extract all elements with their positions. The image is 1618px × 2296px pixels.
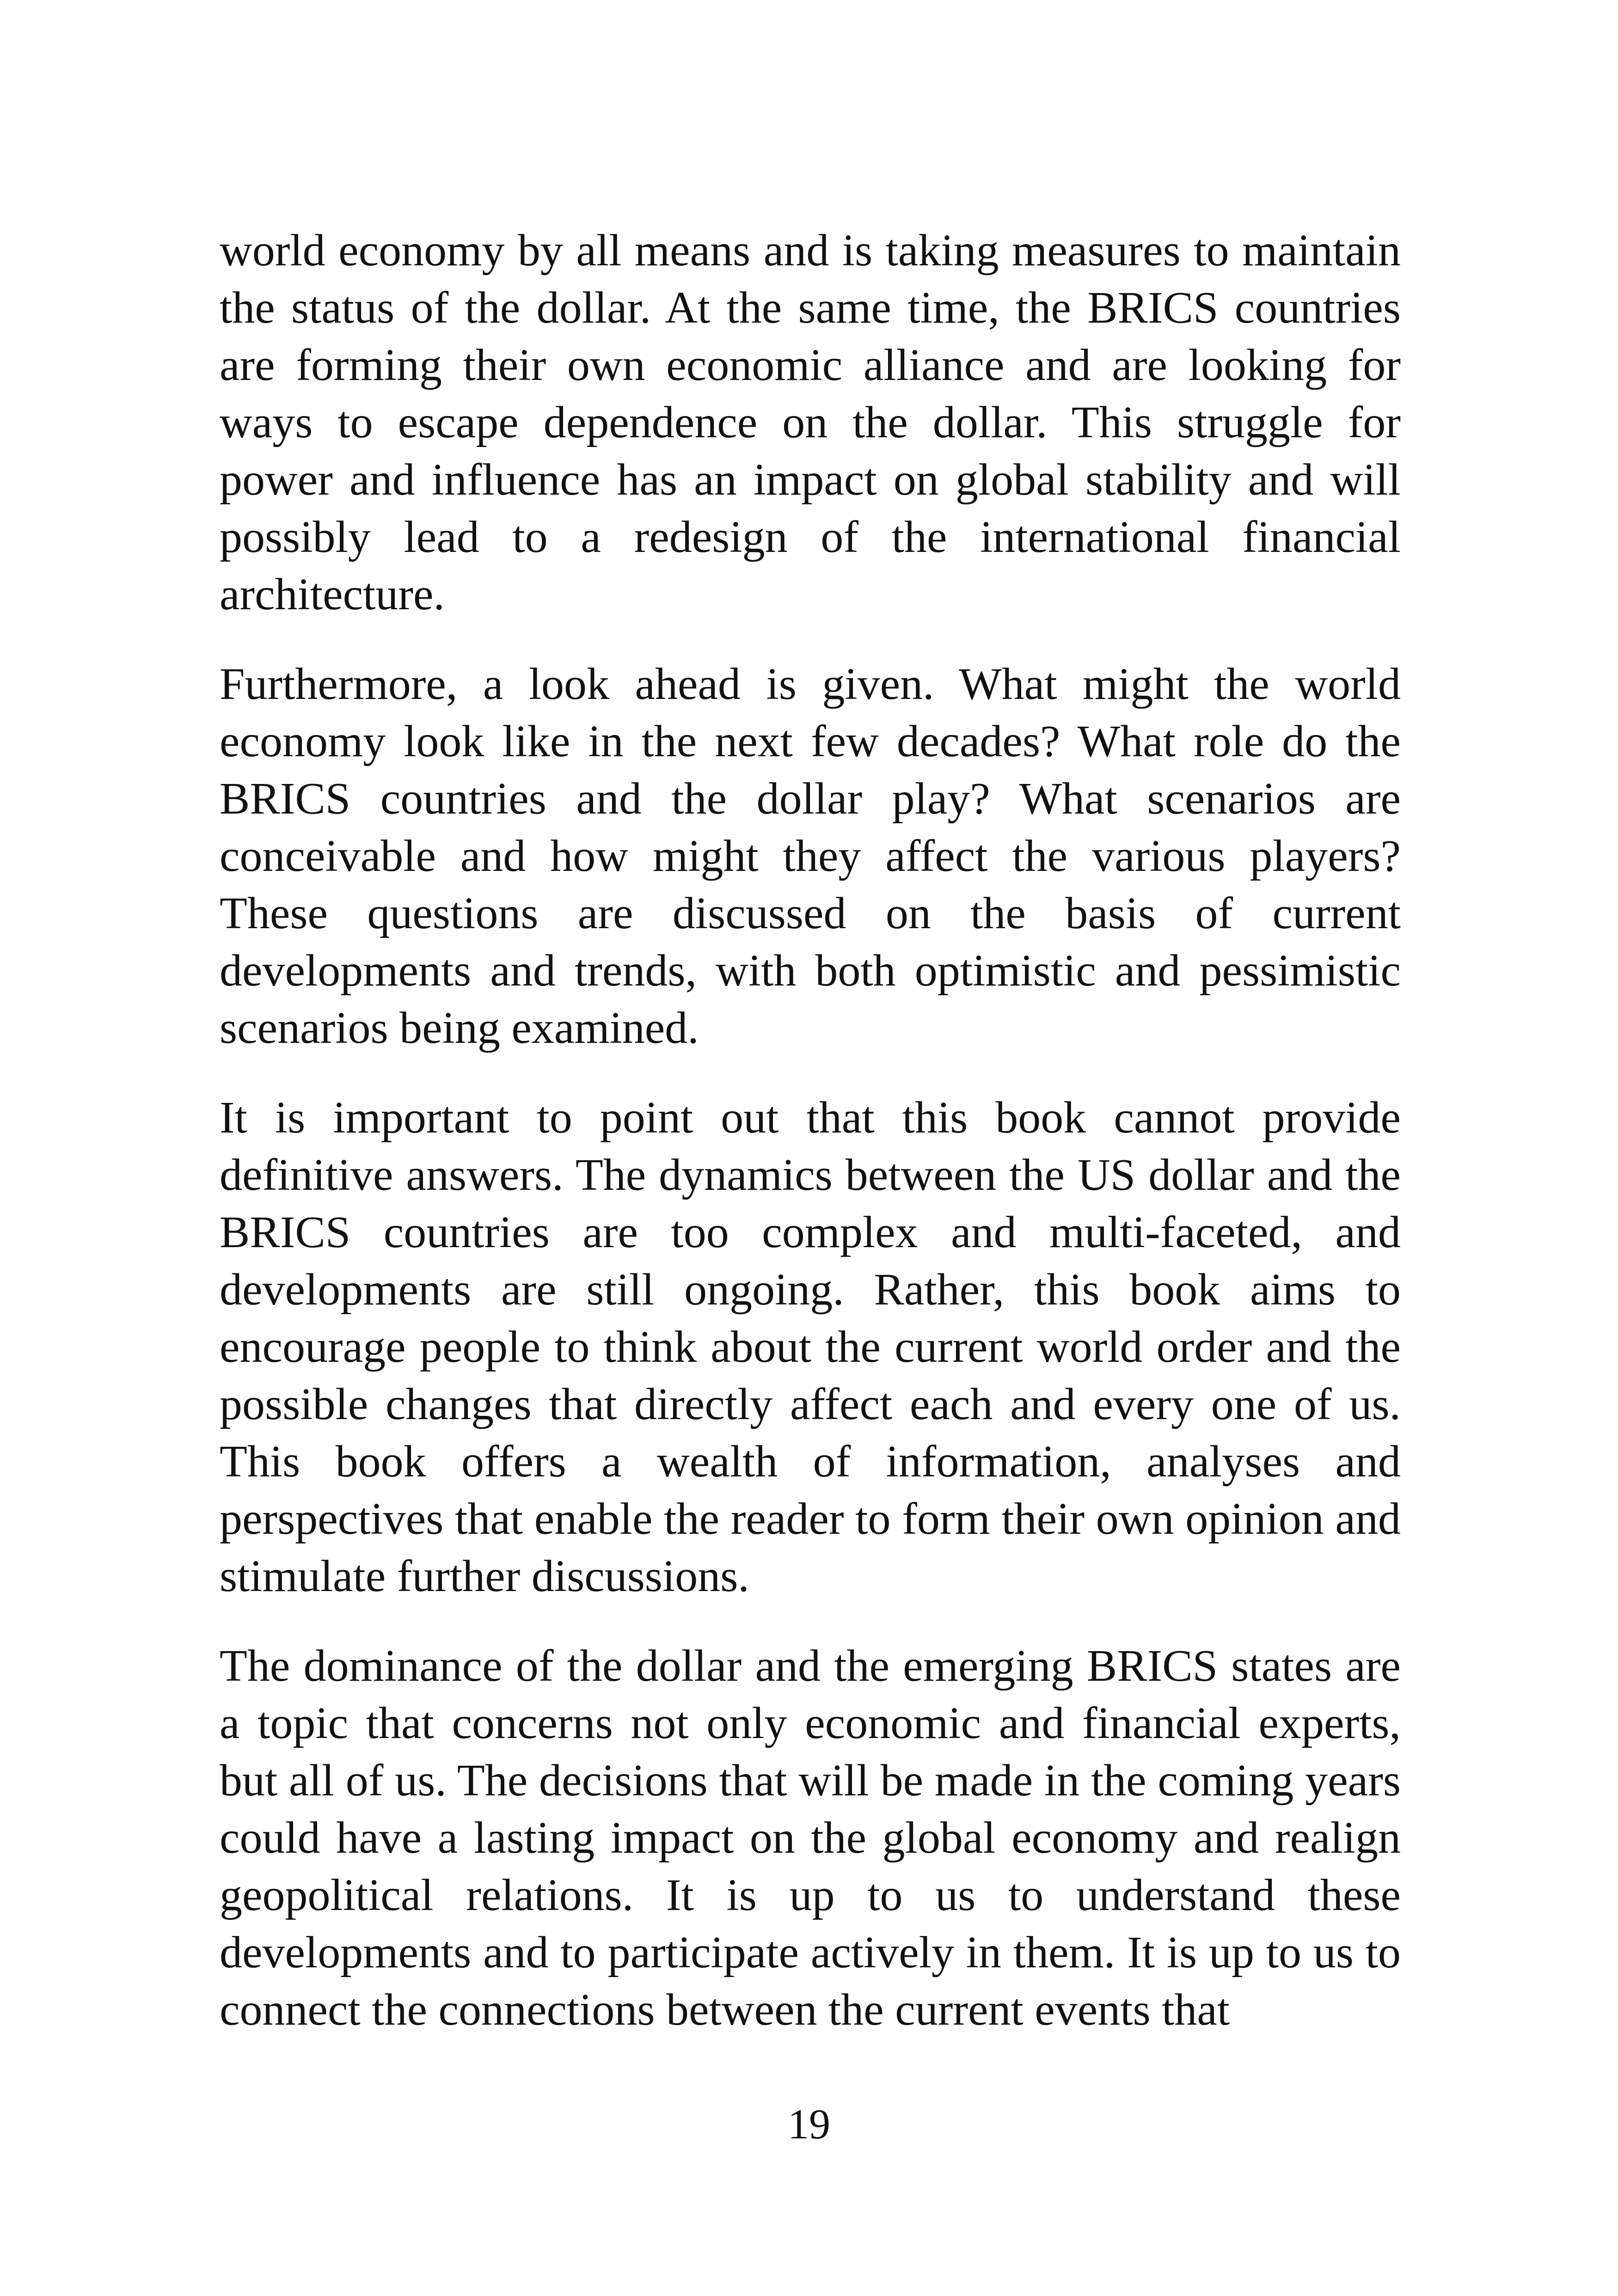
paragraph-3: It is important to point out that this book cannot provide definitive answers. The dynamics between the US dollar and the BRICS countries are too complex and multi-faceted, and developments are still ongoing. Rather, this book aims to encourage people to think about the current world order and the possible changes that directly affect each and every one of us. This book offers a wealth of information, analyses and perspectives that enable the reader to form their own opinion and stimulate further discussions.: [220, 1093, 1401, 1601]
body-text: [220, 222, 1401, 2039]
paragraph-2: Furthermore, a look ahead is given. What might the world economy look like in the next few decades? What role do the BRICS countries and the dollar play? What scenarios are conceivable and how might they affect the various players? These questions are discussed on the basis of current developments and trends, with both optimistic and pessimistic scenarios being examined.: [220, 659, 1401, 1053]
paragraph-1: world economy by all means and is taking measures to maintain the status of the dollar. At the same time, the BRICS countries are forming their own economic alliance and are looking for ways to escape dependence on the dollar. This struggle for power and influence has an impact on global stability and will possibly lead to a redesign of the international financial architecture.: [220, 226, 1401, 619]
paragraph-4: The dominance of the dollar and the emerging BRICS states are a topic that concerns not only economic and financial experts, but all of us. The decisions that will be made in the coming years could have a lasting impact on the global economy and realign geopolitical relations. It is up to us to understand these developments and to participate actively in them. It is up to us to connect the connections between the current events that: [220, 1641, 1401, 2035]
page-number: 19: [788, 2100, 830, 2148]
